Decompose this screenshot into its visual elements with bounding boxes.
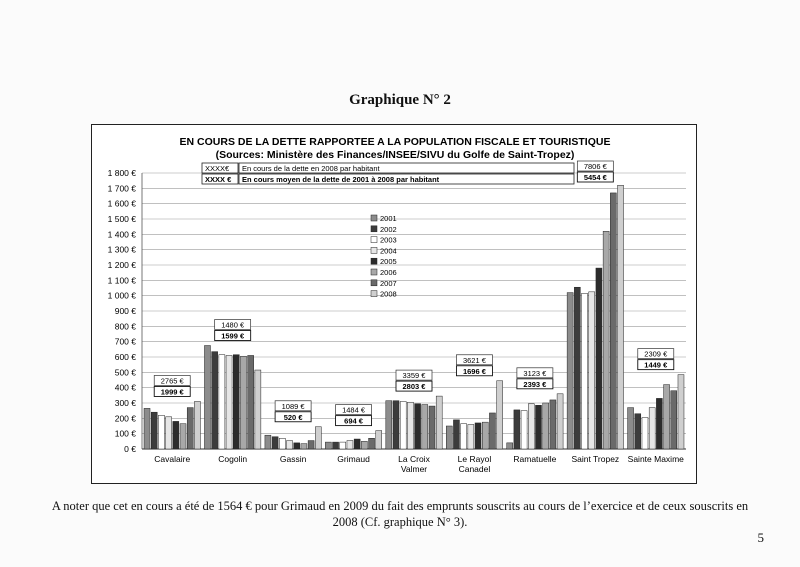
bar-2002 — [635, 414, 641, 449]
legend-label: 2004 — [380, 246, 397, 256]
annotation-2008-value: 1480 € — [221, 320, 245, 330]
key-description-text: En cours moyen de la dette de 2001 à 2008 par habitant — [242, 175, 440, 184]
bar-2007 — [550, 400, 556, 449]
legend-label: 2002 — [380, 224, 397, 234]
legend-swatch-2004 — [371, 247, 377, 253]
y-tick-label: 1 000 € — [107, 290, 136, 301]
bar-2008 — [194, 401, 200, 449]
y-tick-label: 100 € — [114, 428, 136, 439]
y-tick-label: 400 € — [114, 382, 136, 393]
bar-2002 — [333, 442, 339, 449]
category-label: Cavalaire — [154, 454, 191, 464]
annotation-average-value: 694 € — [344, 416, 363, 426]
legend-label: 2005 — [380, 257, 397, 267]
bar-2001 — [507, 443, 513, 449]
bar-2001 — [386, 401, 392, 449]
legend-swatch-2005 — [371, 258, 377, 264]
key-description-text: En cours de la dette en 2008 par habitant — [242, 164, 380, 173]
annotation-2008-value: 3123 € — [523, 368, 547, 378]
footnote: A noter que cet en cours a été de 1564 € pour Grimaud en 2009 du fait des emprunts souscrits au cours de l’exercice et de ceux souscrits en 2008 (Cf. graphique N° 3). — [51, 499, 749, 529]
y-tick-label: 1 300 € — [107, 244, 136, 255]
bar-2005 — [233, 355, 239, 449]
y-tick-label: 700 € — [114, 336, 136, 347]
bar-2005 — [656, 398, 662, 449]
category-label: Gassin — [279, 454, 307, 464]
category-label: La Croix — [398, 454, 430, 464]
category-label: Canadel — [458, 464, 491, 474]
annotation-average-value: 520 € — [283, 412, 303, 422]
bar-2007 — [369, 438, 375, 449]
y-tick-label: 0 € — [124, 444, 136, 454]
category-label: Grimaud — [337, 454, 370, 464]
bar-2006 — [664, 385, 670, 449]
bar-2008 — [678, 375, 684, 449]
bar-2004 — [407, 402, 413, 449]
legend-label: 2008 — [380, 289, 397, 299]
bar-2001 — [446, 426, 452, 449]
legend-swatch-2002 — [371, 226, 377, 232]
bar-2003 — [158, 415, 164, 449]
category-label: Sainte Maxime — [627, 454, 684, 464]
y-tick-label: 1 400 € — [107, 229, 136, 240]
bar-2006 — [422, 405, 428, 449]
bar-2003 — [340, 442, 346, 449]
bar-2001 — [265, 435, 271, 449]
legend-label: 2006 — [380, 268, 397, 277]
page-number: 5 — [757, 530, 764, 545]
bar-2001 — [204, 346, 210, 450]
bar-2005 — [294, 443, 300, 449]
annotation-2008-value: 1484 € — [342, 405, 366, 415]
bar-2007 — [308, 441, 314, 449]
bar-2002 — [151, 412, 157, 449]
bar-2004 — [166, 417, 172, 449]
y-tick-label: 200 € — [114, 413, 136, 424]
bar-2003 — [642, 418, 648, 449]
y-tick-label: 1 500 € — [107, 214, 136, 224]
bar-2007 — [610, 193, 616, 449]
bar-2006 — [543, 403, 549, 449]
bar-2007 — [671, 391, 677, 449]
bar-2007 — [248, 355, 254, 449]
legend-swatch-2008 — [371, 291, 377, 297]
annotation-average-value: 1599 € — [221, 331, 245, 341]
y-tick-label: 1 200 € — [107, 260, 136, 270]
annotation-2008-value: 3621 € — [462, 355, 486, 365]
annotation-average-value: 5454 € — [583, 173, 607, 182]
bar-2003 — [461, 424, 467, 449]
bar-2003 — [400, 401, 406, 449]
bar-2002 — [212, 352, 218, 449]
y-tick-label: 1 600 € — [107, 198, 136, 209]
bar-2008 — [376, 431, 382, 449]
bar-2004 — [468, 424, 474, 449]
bar-2007 — [429, 406, 435, 449]
legend-swatch-2007 — [371, 280, 377, 286]
category-label: Cogolin — [218, 454, 248, 464]
category-label: Ramatuelle — [513, 454, 557, 464]
debt-chart — [92, 125, 698, 485]
bar-2008 — [557, 394, 563, 449]
bar-2002 — [272, 437, 278, 449]
bar-2002 — [453, 420, 459, 449]
y-tick-label: 1 100 € — [107, 275, 136, 286]
bar-2004 — [649, 408, 655, 449]
bar-2008 — [315, 427, 321, 449]
legend-label: 2003 — [380, 235, 397, 245]
annotation-average-value: 1449 € — [644, 360, 668, 370]
bar-2001 — [325, 442, 331, 449]
bar-2002 — [514, 410, 520, 449]
bar-2005 — [535, 405, 541, 449]
annotation-2008-value: 2765 € — [160, 376, 184, 386]
bar-2001 — [144, 408, 150, 449]
annotation-2008-value: 1089 € — [281, 401, 305, 411]
annotation-average-value: 2803 € — [402, 382, 426, 392]
bar-2006 — [603, 231, 609, 449]
chart-subtitle: (Sources: Ministère des Finances/INSEE/SIVU du Golfe de Saint-Tropez) — [215, 149, 575, 161]
y-tick-label: 600 € — [114, 352, 136, 362]
page-heading: Graphique N° 2 — [349, 92, 451, 108]
bar-2006 — [301, 444, 307, 449]
bar-2007 — [489, 413, 495, 449]
category-label: Valmer — [400, 464, 428, 474]
y-tick-label: 1 700 € — [107, 183, 136, 194]
chart-frame — [91, 124, 697, 484]
legend-label: 2001 — [380, 214, 397, 223]
bar-2003 — [582, 293, 588, 449]
bar-2005 — [173, 421, 179, 449]
bar-2007 — [187, 408, 193, 449]
annotation-2008-value: 3359 € — [402, 371, 426, 381]
bar-2006 — [361, 441, 367, 449]
key-sample-text: XXXX € — [205, 175, 232, 184]
bar-2006 — [240, 356, 246, 449]
bar-2006 — [180, 424, 186, 449]
bar-2003 — [219, 355, 225, 449]
bar-2001 — [628, 408, 634, 449]
category-label: Saint Tropez — [571, 454, 620, 464]
bar-2004 — [528, 404, 534, 449]
bar-2004 — [287, 441, 293, 449]
legend-swatch-2006 — [371, 269, 377, 275]
annotation-2008-value: 7806 € — [583, 162, 607, 171]
bar-2005 — [354, 439, 360, 449]
bar-2005 — [596, 268, 602, 449]
bar-2004 — [589, 292, 595, 449]
chart-title: EN COURS DE LA DETTE RAPPORTEE A LA POPULATION FISCALE ET TOURISTIQUE — [179, 136, 611, 148]
bar-2005 — [415, 404, 421, 449]
y-tick-label: 1 800 € — [107, 168, 136, 178]
y-tick-label: 800 € — [114, 321, 136, 332]
legend-label: 2007 — [380, 278, 397, 288]
legend-swatch-2003 — [371, 237, 377, 243]
y-tick-label: 300 € — [114, 398, 136, 408]
legend-swatch-2001 — [371, 215, 377, 221]
bar-2002 — [574, 287, 580, 449]
y-tick-label: 500 € — [114, 367, 136, 378]
bar-2003 — [279, 438, 285, 449]
annotation-average-value: 2393 € — [523, 379, 547, 389]
annotation-average-value: 1696 € — [462, 366, 486, 376]
bar-2008 — [497, 381, 503, 449]
bar-2002 — [393, 401, 399, 449]
key-sample-text: XXXX€ — [205, 164, 230, 173]
bar-2008 — [618, 185, 624, 449]
bar-2003 — [521, 411, 527, 449]
category-label: Le Rayol — [457, 454, 492, 464]
bar-2001 — [567, 293, 573, 449]
bar-2008 — [436, 396, 442, 449]
bar-2004 — [347, 441, 353, 449]
bar-2004 — [226, 355, 232, 449]
bar-2005 — [475, 423, 481, 449]
annotation-average-value: 1999 € — [160, 387, 184, 397]
bar-2006 — [482, 422, 488, 449]
bar-2008 — [255, 370, 261, 449]
y-tick-label: 900 € — [114, 306, 136, 316]
annotation-2008-value: 2309 € — [644, 349, 668, 359]
